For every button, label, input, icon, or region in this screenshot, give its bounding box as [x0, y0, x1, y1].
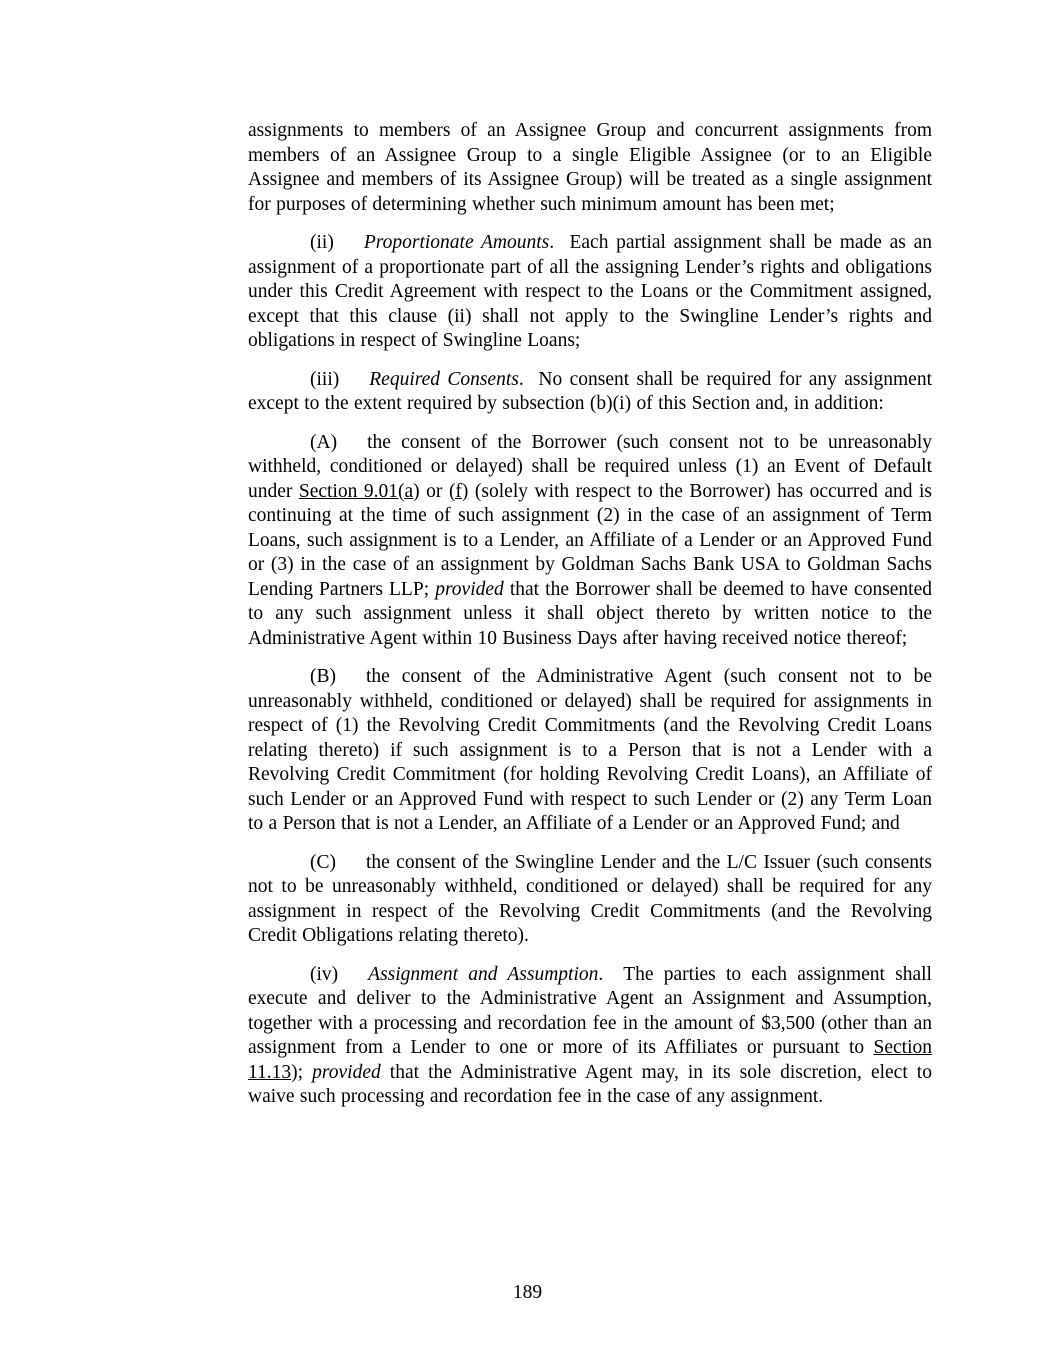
document-body	[248, 119, 932, 1124]
text-run: the consent of the Administrative Agent (such consent not to be unreasonably withheld, conditioned or delayed) shall be required for assignments in respect of (1) the Revolving Credit Commitments (and the Revolving Credit Loans relating thereto) if such assignment is to a Person that is not a Lender with a Revolving Credit Commitment (for holding Revolving Credit Loans), an Affiliate of such Lender or an Approved Fund with respect to such Lender or (2) any Term Loan to a Person that is not a Lender, an Affiliate of a Lender or an Approved Fund; and	[248, 666, 932, 834]
text-run: (ii)	[310, 232, 334, 253]
para-iii-required-consents	[248, 368, 932, 417]
section-cross-reference-link[interactable]: Section 9.01(a)	[298, 480, 420, 502]
text-run: . No consent shall be required for any assignment except to the extent required by subsection (b)(i) of this Section and, in addition:	[248, 368, 933, 414]
italic-text-run: provided	[435, 578, 504, 600]
text-run: (A)	[310, 431, 338, 453]
text-run: the consent of the Borrower (such consent not to be unreasonably withheld, conditioned or delayed) shall be required unless (1) an Event of Default under	[248, 431, 932, 502]
para-iv-assignment-and-assumption	[248, 963, 932, 1110]
para-B-admin-agent-consent	[248, 665, 932, 837]
text-run: (solely with respect to the Borrower) has occurred and is continuing at the time of such assignment (2) in the case of an assignment of Term Loans, such assignment is to a Lender, an Affiliate of a Lender or an Approved Fund or (3) in the case of an assignment by Goldman Sachs Bank USA to Goldman Sachs Lending Partners LLP;	[248, 480, 932, 600]
text-run: that the Administrative Agent may, in its sole discretion, elect to waive such processing and recordation fee in the case of any assignment.	[248, 1061, 932, 1107]
italic-text-run: Proportionate Amounts	[363, 232, 550, 253]
text-run: );	[291, 1061, 313, 1083]
text-run: the consent of the Swingline Lender and the L/C Issuer (such consents not to be unreasonably withheld, conditioned or delayed) shall be required for any assignment in respect of the Revolving Credit Commitments (and the Revolving Credit Obligations relating thereto).	[248, 851, 932, 946]
page-number: 189	[512, 1282, 543, 1303]
para-minimum-amount-continuation	[248, 119, 932, 217]
section-cross-reference-link[interactable]: Section 11.13	[248, 1037, 932, 1083]
text-run: that the Borrower shall be deemed to have consented to any such assignment unless it shall object thereto by written notice to the Administrative Agent within 10 Business Days after having received notice thereof;	[248, 578, 933, 649]
text-run: (B)	[310, 666, 336, 687]
text-run: (iv)	[310, 963, 339, 985]
italic-text-run: provided	[312, 1061, 381, 1083]
para-C-swingline-lc-consent	[248, 851, 932, 949]
text-run: (C)	[310, 851, 336, 873]
italic-text-run: Assignment and Assumption	[368, 963, 599, 985]
para-A-borrower-consent	[248, 431, 932, 652]
italic-text-run: Required Consents	[369, 368, 519, 390]
section-cross-reference-link[interactable]: (f)	[448, 480, 469, 502]
para-ii-proportionate-amounts	[248, 231, 932, 354]
text-run: . The parties to each assignment shall execute and deliver to the Administrative Agent an Assignment and Assumption, together with a processing and recordation fee in the amount of $3,500 (other than an assignment from a Lender to one or more of its Affiliates or pursuant to	[248, 963, 932, 1058]
text-run: . Each partial assignment shall be made as an assignment of a proportionate part of all the assigning Lender’s rights and obligations under this Credit Agreement with respect to the Loans or the Commitment assigned, except that this clause (ii) shall not apply to the Swingline Lender’s rights and obligations in respect of Swingline Loans;	[248, 232, 932, 351]
text-run: assignments to members of an Assignee Group and concurrent assignments from members of an Assignee Group to a single Eligible Assignee (or to an Eligible Assignee and members of its Assignee Group) will be treated as a single assignment for purposes of determining whether such minimum amount has been met;	[248, 120, 932, 215]
text-run: (iii)	[310, 368, 340, 390]
text-run: or	[419, 480, 449, 502]
